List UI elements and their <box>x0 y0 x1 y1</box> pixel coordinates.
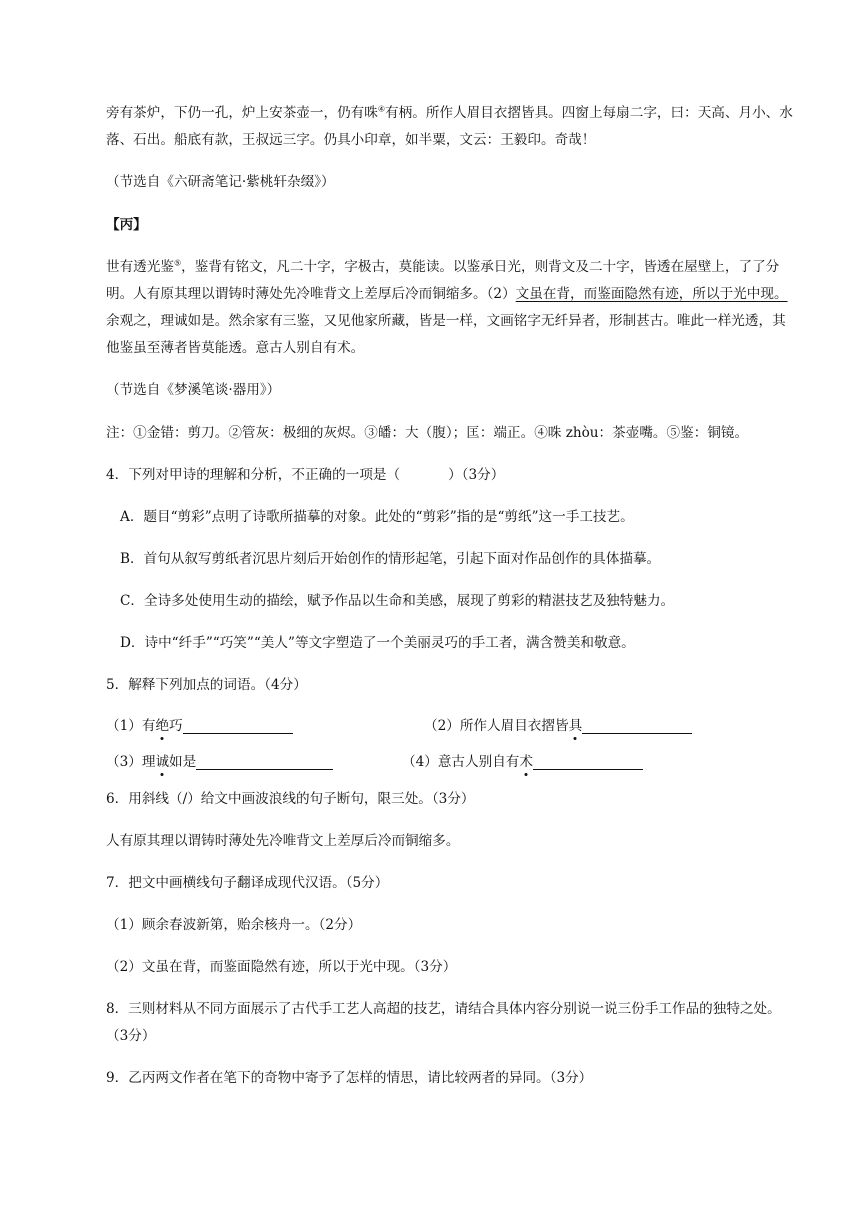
question-4-option-c: C．全诗多处使用生动的描绘，赋予作品以生命和美感，展现了剪彩的精湛技艺及独特魅力。 <box>120 593 675 609</box>
question-7-stem: 7．把文中画横线句子翻译成现代汉语。（5分） <box>106 875 389 891</box>
question-5-item-3: （3）理 诚 如是 <box>106 750 402 770</box>
answer-blank-1[interactable] <box>183 717 293 734</box>
question-7-sub-1: （1）顾余春波新第，贻余核舟一。（2分） <box>106 917 362 933</box>
question-4-option-b: B．首句从叙写剪纸者沉思片刻后开始创作的情形起笔，引起下面对作品创作的具体描摹。 <box>120 551 661 567</box>
source-citation-yi: （节选自《六研斋笔记·紫桃轩杂缀》） <box>106 174 335 190</box>
passage-bing: 世有透光鉴⑤，鉴背有铭文，凡二十字，字极古，莫能读。以鉴承日光，则背文及二十字，皆透在屋壁上，了了分明。人有原其理以谓铸时薄处先冷唯背文上差厚后冷而铜缩多。（2）文虽在背，而鉴面隐然有迹，所以于光中现。余观之，理诚如是。然余家有三鉴，又见他家所藏，皆是一样，文画铭字无纤异者，形制甚古。唯此一样光透，其他鉴虽至薄者皆莫能透。意古人别自有术。 <box>106 258 788 356</box>
question-4-stem: 4．下列对甲诗的理解和分析，不正确的一项是（ ）（3分） <box>106 467 505 483</box>
passage-yi-ending: 旁有茶炉，下仍一孔，炉上安茶壶一，仍有咮④有柄。所作人眉目衣摺皆具。四窗上每扇二字，曰：天高、月小、水落、石出。船底有款，王叔远三字。仍具小印章，如半粟，文云：王毅印。奇哉！ <box>106 104 793 148</box>
question-5-stem: 5．解释下列加点的词语。（4分） <box>106 677 307 693</box>
question-5-item-1: （1）有 绝 巧 <box>106 714 424 734</box>
source-citation-bing: （节选自《梦溪笔谈·器用》） <box>106 382 281 398</box>
question-5-item-4: （4）意古人别自有 术 <box>402 750 643 770</box>
question-6-sentence: 人有原其理以谓铸时薄处先冷唯背文上差厚后冷而铜缩多。 <box>106 833 460 849</box>
question-8: 8．三则材料从不同方面展示了古代手工艺人高超的技艺，请结合具体内容分别说一说三份手工作品的独特之处。（3分） <box>106 1001 781 1044</box>
answer-blank-4[interactable] <box>533 753 643 770</box>
document-page <box>106 100 796 1107</box>
question-7-sub-2: （2）文虽在背，而鉴面隐然有迹，所以于光中现。（3分） <box>106 959 457 975</box>
question-6-stem: 6．用斜线（/）给文中画波浪线的句子断句，限三处。（3分） <box>106 791 475 807</box>
answer-blank-3[interactable] <box>196 753 333 770</box>
footnote-marker-4: ④ <box>377 104 386 114</box>
footnotes: 注：①金错：剪刀。②管灰：极细的灰烬。③皤：大（腹）；匡：端正。④咮 zhòu：茶壶嘴。⑤鉴：铜镜。 <box>106 425 749 441</box>
question-5-row-1 <box>106 714 796 734</box>
question-4-option-a: A．题目“剪彩”点明了诗歌所描摹的对象。此处的“剪彩”指的是“剪纸”这一手工技艺。 <box>120 509 634 525</box>
underlined-sentence: 文虽在背，而鉴面隐然有迹，所以于光中现。 <box>515 286 788 302</box>
section-heading-bing: 【丙】 <box>106 217 147 233</box>
question-5-item-2: （2）所作人眉目衣摺皆 具 <box>424 714 692 734</box>
question-4-option-d: D．诗中“纤手”“巧笑”“美人”等文字塑造了一个美丽灵巧的手工者，满含赞美和敬意。 <box>120 635 635 651</box>
answer-blank-2[interactable] <box>582 717 692 734</box>
footnote-marker-5: ⑤ <box>173 258 182 268</box>
question-9: 9．乙丙两文作者在笔下的奇物中寄予了怎样的情思，请比较两者的异同。（3分） <box>106 1070 593 1086</box>
question-5-row-2 <box>106 750 796 770</box>
